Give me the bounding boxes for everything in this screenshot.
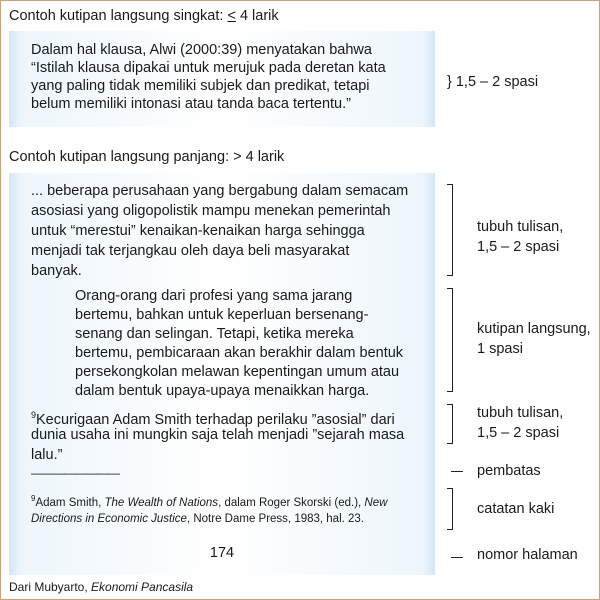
page-number: 174 [209, 545, 235, 561]
footnote-line: $^9$Adam Smith, The Wealth of Nations, dalam Roger Skorski (ed.), New [31, 494, 388, 509]
intro-line: ... beberapa perusahaan yang bergabung dalam semacam [31, 183, 409, 199]
separator-dash [451, 471, 463, 472]
tail-line: $^9$Kecurigaan Adam Smith terhadap perilaku ”asosial” dari [31, 410, 395, 428]
brace-footnote [447, 488, 453, 530]
long-quote-heading: Contoh kutipan langsung panjang: > 4 larik [9, 149, 285, 165]
short-quote-spacing-note: } 1,5 – 2 spasi [447, 74, 539, 90]
note-body-2-l2: 1,5 – 2 spasi [477, 425, 560, 441]
note-body-1-l1: tubuh tulisan, [477, 219, 564, 235]
brace-quote [447, 288, 453, 392]
tail-line: dunia usaha ini mungkin saja telah menjadi ”sejarah masa [31, 427, 405, 443]
footnote-line: Directions in Economic Justice, Notre Dame Press, 1983, hal. 23. [31, 513, 365, 525]
short-quote-line: belum memiliki intonasi atau tanda baca tertentu.” [31, 96, 351, 112]
short-quote-heading: Contoh kutipan langsung singkat: < 4 larik [9, 8, 279, 24]
intro-line: menjadi tak terjangkau oleh daya beli masyarakat [31, 243, 350, 259]
intro-line: banyak. [31, 263, 82, 279]
note-body-2-l1: tubuh tulisan, [477, 405, 564, 421]
note-body-1-l2: 1,5 – 2 spasi [477, 239, 560, 255]
intro-line: untuk “merestui” kenaikan-kenaikan harga sehingga [31, 223, 365, 239]
note-quote-l2: 1 spasi [477, 341, 523, 357]
footnote-separator: ———————— [31, 466, 119, 480]
note-page-number: nomor halaman [477, 547, 578, 563]
block-quote-line: bertemu, pembicaraan akan berakhir dalam bentuk [75, 345, 404, 361]
source-caption: Dari Mubyarto, Ekonomi Pancasila [9, 580, 194, 594]
tail-line: lalu.” [31, 447, 63, 463]
note-quote-l1: kutipan langsung, [477, 321, 591, 337]
short-quote-line: “Istilah klausa dipakai untuk merujuk pada deretan kata [31, 60, 386, 76]
block-quote-line: persekongkolan melawan kepentingan umum atau [75, 364, 400, 380]
short-quote-line: Dalam hal klausa, Alwi (2000:39) menyatakan bahwa [31, 42, 372, 58]
block-quote-line: bertemu, bahkan untuk keperluan bersenang- [75, 307, 369, 323]
brace-body-1 [447, 184, 453, 276]
brace-body-2 [447, 404, 453, 444]
long-quote-box [9, 173, 435, 575]
note-separator: pembatas [477, 463, 541, 479]
block-quote-line: dalam bentuk upaya-upaya menaikkan harga. [75, 383, 370, 399]
block-quote-line: senang dan selingan. Tetapi, ketika mereka [75, 326, 354, 342]
short-quote-line: yang paling tidak memiliki subjek dan predikat, tetapi [31, 78, 370, 94]
block-quote-line: Orang-orang dari profesi yang sama jarang [75, 288, 353, 304]
note-footnote: catatan kaki [477, 501, 555, 517]
intro-line: asosiasi yang oligopolistik mampu menekan pemerintah [31, 203, 391, 219]
page-number-dash [451, 557, 463, 558]
short-quote-box [9, 31, 435, 127]
